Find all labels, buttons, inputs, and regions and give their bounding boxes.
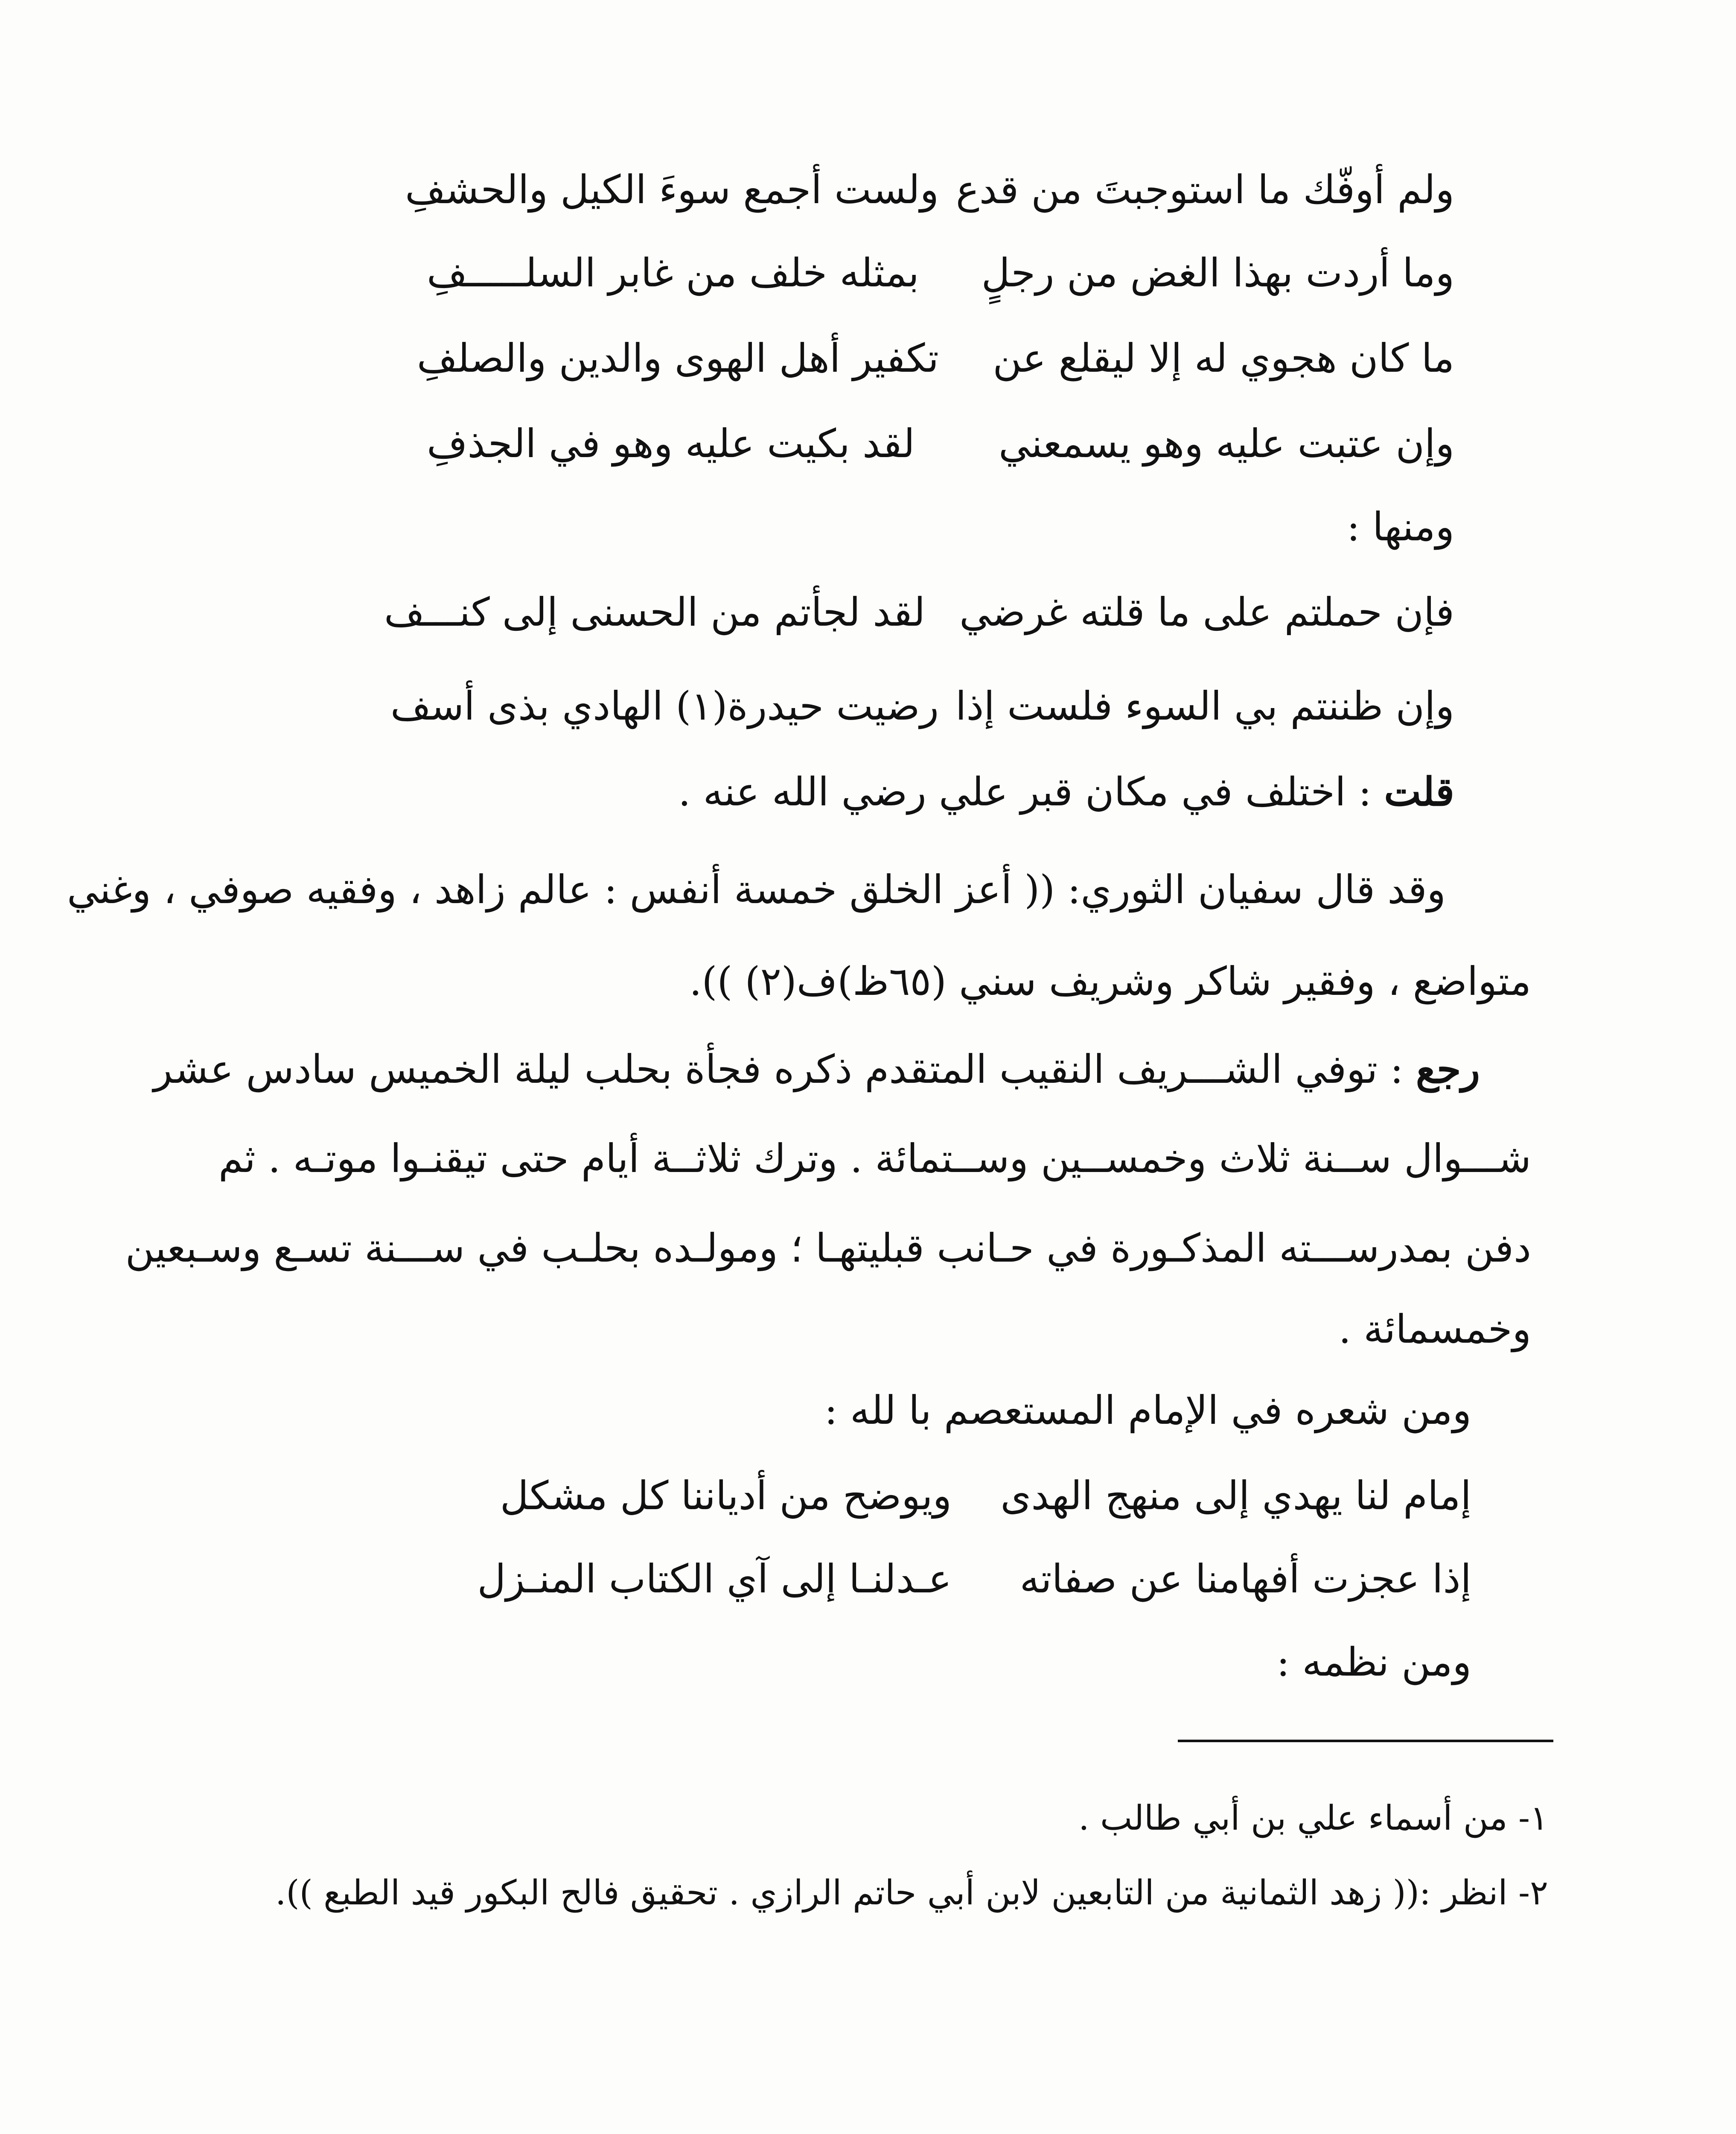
footnote-separator: [1178, 1740, 1553, 1742]
minha-label: ومنها :: [1346, 504, 1454, 550]
verse-1-second-hemistich: ولست أجمع سوءَ الكيل والحشفِ: [405, 167, 939, 213]
verse-5-first-hemistich: فإن حملتم على ما قلته غرضي: [959, 589, 1454, 635]
qultu-paragraph: [678, 764, 1454, 820]
footnote-1: ١- من أسماء علي بن أبي طالب .: [1078, 1798, 1548, 1838]
verse-2-first-hemistich: وما أردت بهذا الغض من رجلٍ: [981, 250, 1454, 296]
verse-1-first-hemistich: ولم أوفّك ما استوجبتَ من قدع: [955, 167, 1454, 213]
raja-line-3: دفن بمدرســـته المذكـورة في حـانب قبليتهـا ؛ ومولـده بحلـب في ســـنة تسـع وسـبعين: [125, 1225, 1531, 1271]
verse-4-second-hemistich: لقد بكيت عليه وهو في الجذفِ: [427, 421, 915, 466]
verse-3-first-hemistich: ما كان هجوي له إلا ليقلع عن: [993, 335, 1454, 381]
verse-7-first-hemistich: إمام لنا يهدي إلى منهج الهدى: [1000, 1473, 1471, 1519]
verse-6-first-hemistich: وإن ظننتم بي السوء فلست إذا: [955, 683, 1454, 729]
qultu-label: قلت: [1384, 769, 1454, 815]
raja-label: رجع: [1416, 1046, 1480, 1092]
verse-5-second-hemistich: لقد لجأتم من الحسنى إلى كنـــف: [384, 589, 926, 635]
verse-7-second-hemistich: ويوضح من أدياننا كل مشكل: [500, 1473, 952, 1519]
verse-8-first-hemistich: إذا عجزت أفهامنا عن صفاته: [1019, 1556, 1471, 1602]
raja-line-4: وخمسمائة .: [1338, 1306, 1531, 1352]
raja-text-1: : توفي الشـــريف النقيب المتقدم ذكره فجأة بحلب ليلة الخميس سادس عشر: [153, 1047, 1404, 1092]
verse-4-first-hemistich: وإن عتبت عليه وهو يسمعني: [999, 421, 1454, 466]
thawri-line-2: متواضع ، وفقير شاكر وشريف سني (٦٥ظ)ف(٢) )).: [689, 959, 1531, 1004]
shir-intro: ومن شعره في الإمام المستعصم با لله :: [824, 1388, 1471, 1433]
verse-8-second-hemistich: عـدلنـا إلى آي الكتاب المنـزل: [477, 1556, 952, 1602]
nazmihi-label: ومن نظمه :: [1276, 1639, 1471, 1685]
qultu-text: : اختلف في مكان قبر علي رضي الله عنه .: [678, 769, 1372, 815]
thawri-line-1: وقد قال سفيان الثوري: (( أعز الخلق خمسة أنفس : عالم زاهد ، وفقيه صوفي ، وغني: [67, 867, 1446, 912]
verse-3-second-hemistich: تكفير أهل الهوى والدين والصلفِ: [417, 335, 939, 381]
footnote-2: ٢- انظر :(( زهد الثمانية من التابعين لابن أبي حاتم الرازي . تحقيق فالح البكور قيد الطبع )).: [275, 1873, 1548, 1912]
raja-line-1: [154, 1041, 1480, 1097]
verse-6-second-hemistich: رضيت حيدرة(١) الهادي بذى أسف: [390, 683, 939, 729]
raja-line-2: شـــوال ســنة ثلاث وخمســين وســتمائة . وترك ثلاثــة أيام حتى تيقنـوا موتـه . ثم: [218, 1136, 1531, 1181]
verse-2-second-hemistich: بمثله خلف من غابر السلـــــفِ: [427, 250, 919, 296]
